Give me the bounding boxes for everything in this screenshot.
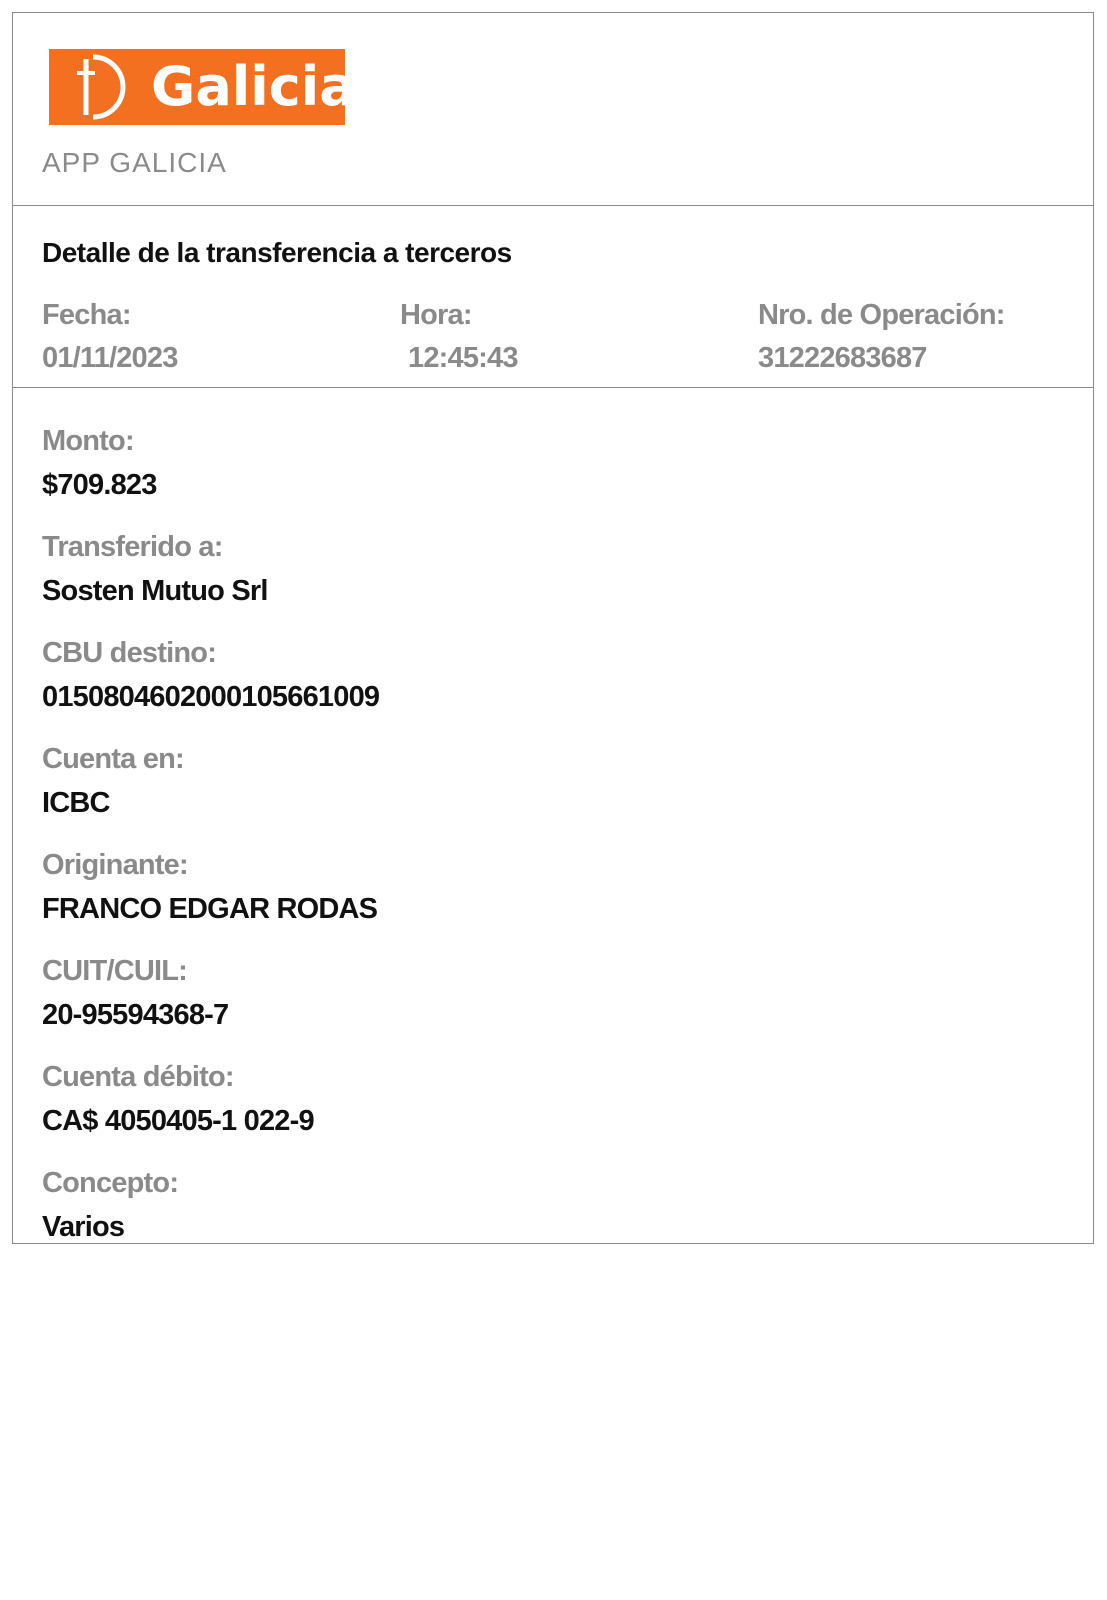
concept-value: Varios [42, 1211, 125, 1243]
originator-field [42, 847, 379, 953]
recipient-value: Sosten Mutuo Srl [42, 575, 268, 607]
originator-label: Originante: [42, 849, 188, 881]
cuit-field [42, 953, 379, 1059]
debit-account-field [42, 1059, 379, 1165]
time-block [400, 299, 518, 375]
cuit-value: 20-95594368-7 [42, 999, 229, 1031]
app-name: APP GALICIA [42, 147, 227, 178]
cbu-field [42, 635, 379, 741]
recipient-label: Transferido a: [42, 531, 223, 563]
date-block [42, 299, 178, 375]
operation-block [758, 299, 1005, 375]
amount-label: Monto: [42, 425, 134, 457]
bank-field [42, 741, 379, 847]
time-value: 12:45:43 [408, 342, 518, 374]
bank-label: Cuenta en: [42, 743, 184, 775]
date-label: Fecha: [42, 299, 131, 331]
logo-wordmark: Galicia [151, 55, 356, 118]
cbu-value: 0150804602000105661009 [42, 681, 380, 713]
cbu-label: CBU destino: [42, 637, 217, 669]
bank-value: ICBC [42, 787, 110, 819]
time-label: Hora: [400, 299, 472, 331]
receipt-header [13, 13, 1093, 206]
operation-number-value: 31222683687 [758, 342, 927, 374]
amount-value: $709.823 [42, 469, 157, 501]
operation-number-label: Nro. de Operación: [758, 299, 1005, 331]
originator-value: FRANCO EDGAR RODAS [42, 893, 378, 925]
concept-field [42, 1165, 379, 1271]
transfer-summary [13, 205, 1093, 388]
concept-label: Concepto: [42, 1167, 179, 1199]
page-title: Detalle de la transferencia a terceros [42, 237, 512, 268]
transfer-receipt [12, 12, 1094, 1244]
galicia-emblem-icon [49, 49, 149, 125]
cuit-label: CUIT/CUIL: [42, 955, 188, 987]
debit-account-value: CA$ 4050405-1 022-9 [42, 1105, 314, 1137]
galicia-logo [49, 49, 356, 125]
date-value: 01/11/2023 [42, 342, 178, 374]
amount-field [42, 423, 379, 529]
debit-account-label: Cuenta débito: [42, 1061, 234, 1093]
transfer-details [42, 423, 379, 1271]
recipient-field [42, 529, 379, 635]
